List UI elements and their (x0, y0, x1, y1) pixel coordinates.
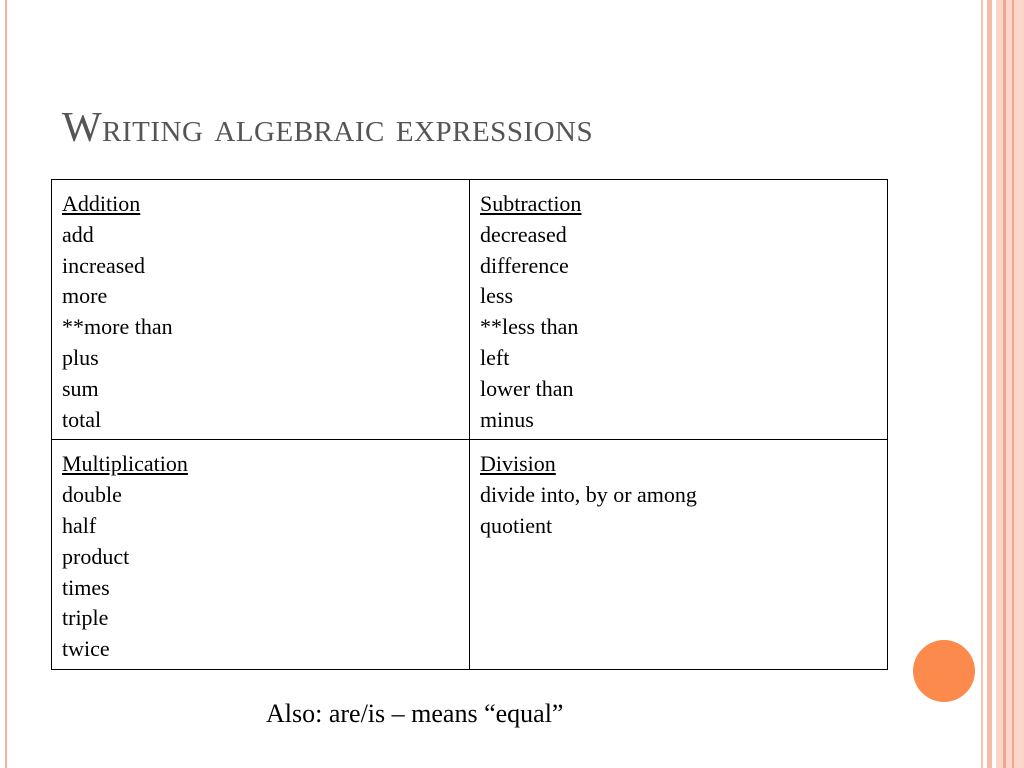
addition-term: increased (62, 252, 146, 278)
subtraction-cell (470, 180, 888, 440)
subtraction-term: **less than (480, 314, 579, 340)
subtraction-term: decreased (480, 221, 567, 247)
decorative-stripe (1003, 0, 1006, 768)
subtraction-term: minus (480, 406, 534, 432)
division-term: quotient (480, 512, 553, 538)
decorative-stripe (1012, 0, 1014, 768)
subtraction-term: lower than (480, 375, 574, 401)
multiplication-term: product (62, 543, 130, 569)
operations-table (51, 179, 888, 670)
multiplication-term: triple (62, 605, 109, 631)
addition-term: sum (62, 375, 99, 401)
multiplication-term: double (62, 482, 122, 508)
left-border-line (5, 0, 7, 768)
division-cell (470, 440, 888, 670)
multiplication-cell (52, 440, 470, 670)
multiplication-heading: Multiplication (62, 451, 188, 477)
decorative-circle (913, 640, 975, 702)
decorative-stripe (996, 0, 1024, 768)
decorative-stripe (987, 0, 992, 768)
division-heading: Division (480, 451, 556, 477)
decorative-stripe (981, 0, 983, 768)
addition-term: more (62, 283, 108, 309)
addition-term: add (62, 221, 94, 247)
division-term: divide into, by or among (480, 482, 697, 508)
multiplication-term: twice (62, 636, 110, 662)
subtraction-term: left (480, 344, 510, 370)
subtraction-term: less (480, 283, 513, 309)
equal-note: Also: are/is – means “equal” (266, 699, 564, 728)
multiplication-term: half (62, 512, 97, 538)
addition-term: total (62, 406, 102, 432)
slide-title: Writing algebraic expressions (62, 105, 594, 151)
subtraction-term: difference (480, 252, 569, 278)
multiplication-term: times (62, 574, 110, 600)
table-row (52, 440, 888, 670)
addition-heading: Addition (62, 191, 141, 216)
table-row (52, 180, 888, 440)
addition-term: **more than (62, 314, 173, 340)
subtraction-heading: Subtraction (480, 191, 582, 216)
addition-term: plus (62, 344, 99, 370)
addition-cell (52, 180, 470, 440)
